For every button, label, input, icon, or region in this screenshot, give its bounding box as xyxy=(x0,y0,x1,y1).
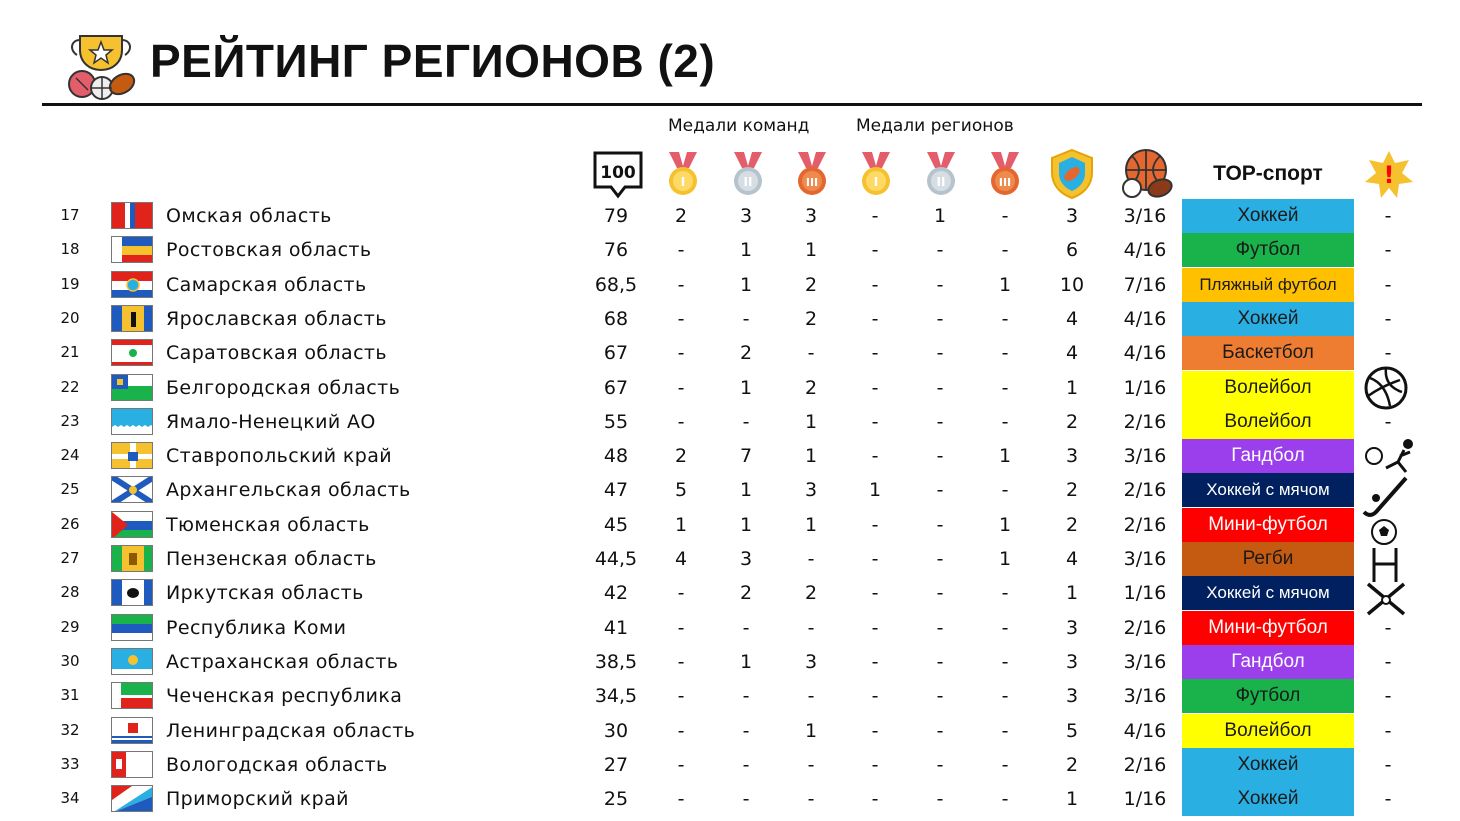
region-gold-cell: - xyxy=(871,445,879,468)
top-sport-cell: Мини-футбол xyxy=(1182,508,1354,542)
region-silver-cell: - xyxy=(936,548,944,570)
rank-cell: 21 xyxy=(60,343,80,362)
sports-fraction-cell: 3/16 xyxy=(1123,445,1167,468)
region-flag-icon xyxy=(111,579,153,606)
alert-cell: - xyxy=(1384,753,1392,776)
region-gold-cell: - xyxy=(871,513,879,536)
top-sport-cell: Хоккей xyxy=(1182,748,1354,782)
top-sport-cell: Регби xyxy=(1182,542,1354,576)
team-gold-cell: - xyxy=(677,273,685,296)
region-gold-cell: - xyxy=(871,342,879,365)
table-row xyxy=(0,439,1460,473)
region-bronze-cell: 1 xyxy=(998,273,1012,296)
team-medals-group-label: Медали команд xyxy=(668,116,810,136)
page-header xyxy=(42,24,1422,106)
region-silver-cell: - xyxy=(936,650,944,673)
sports-fraction-cell: 2/16 xyxy=(1123,513,1167,536)
sports-count-cell: 1 xyxy=(1065,582,1079,605)
svg-text:II: II xyxy=(743,175,753,189)
team-bronze-cell: 1 xyxy=(804,719,818,742)
region-name: Иркутская область xyxy=(166,582,364,605)
gold-medal-icon xyxy=(665,150,701,198)
region-bronze-cell: - xyxy=(1001,307,1009,330)
team-silver-cell: - xyxy=(742,307,750,330)
region-silver-cell: - xyxy=(936,513,944,536)
team-bronze-cell: - xyxy=(807,548,815,570)
rank-cell: 33 xyxy=(60,754,80,773)
region-medals-group-label: Медали регионов xyxy=(856,116,1014,136)
team-silver-cell: 3 xyxy=(739,205,753,227)
bandy-stick-icon xyxy=(1364,478,1406,515)
team-silver-cell: 3 xyxy=(739,548,753,570)
team-gold-cell: - xyxy=(677,376,685,399)
team-bronze-cell: 2 xyxy=(804,582,818,605)
team-gold-cell: - xyxy=(677,753,685,776)
team-gold-cell: - xyxy=(677,582,685,605)
sports-count-cell: 10 xyxy=(1059,273,1085,296)
table-row xyxy=(0,576,1460,610)
team-bronze-cell: 2 xyxy=(804,273,818,296)
team-gold-cell: - xyxy=(677,307,685,330)
region-flag-icon xyxy=(111,511,153,538)
region-bronze-cell: 1 xyxy=(998,513,1012,536)
region-gold-cell: - xyxy=(871,273,879,296)
table-row xyxy=(0,782,1460,816)
team-gold-cell: - xyxy=(677,239,685,262)
region-flag-icon xyxy=(111,785,153,812)
score-cell: 41 xyxy=(603,616,629,639)
table-row xyxy=(0,199,1460,233)
region-name: Астраханская область xyxy=(166,650,399,673)
region-bronze-cell: - xyxy=(1001,376,1009,399)
region-gold-cell: - xyxy=(871,205,879,227)
points-badge-text: 100 xyxy=(600,163,636,183)
region-gold-cell: - xyxy=(871,616,879,639)
sports-fraction-cell: 1/16 xyxy=(1123,788,1167,811)
region-bronze-cell: - xyxy=(1001,479,1009,502)
top-sport-cell: Гандбол xyxy=(1182,645,1354,679)
team-silver-cell: - xyxy=(742,788,750,811)
team-silver-cell: 1 xyxy=(739,273,753,296)
region-silver-cell: - xyxy=(936,273,944,296)
svg-text:III: III xyxy=(805,176,819,189)
sports-fraction-cell: 1/16 xyxy=(1123,376,1167,399)
alert-cell: - xyxy=(1384,788,1392,811)
region-flag-icon xyxy=(111,442,153,469)
region-flag-icon xyxy=(111,614,153,641)
team-gold-cell: 5 xyxy=(674,479,688,502)
sports-count-cell: 2 xyxy=(1065,513,1079,536)
team-silver-cell: 1 xyxy=(739,239,753,262)
top-sport-cell: Хоккей xyxy=(1182,199,1354,233)
sports-count-cell: 3 xyxy=(1065,205,1079,227)
sports-count-cell: 2 xyxy=(1065,479,1079,502)
sports-fraction-cell: 3/16 xyxy=(1123,548,1167,570)
team-silver-cell: 1 xyxy=(739,650,753,673)
table-row xyxy=(0,542,1460,576)
sports-count-cell: 4 xyxy=(1065,548,1079,570)
svg-text:I: I xyxy=(680,175,686,189)
sports-count-cell: 4 xyxy=(1065,307,1079,330)
rank-cell: 27 xyxy=(60,549,80,567)
table-row xyxy=(0,748,1460,782)
team-gold-cell: - xyxy=(677,788,685,811)
team-gold-cell: - xyxy=(677,616,685,639)
team-silver-cell: 2 xyxy=(739,342,753,365)
team-silver-cell: 1 xyxy=(739,376,753,399)
sports-count-cell: 2 xyxy=(1065,753,1079,776)
sports-fraction-cell: 2/16 xyxy=(1123,479,1167,502)
volleyball-icon xyxy=(1366,368,1406,408)
team-gold-cell: 2 xyxy=(674,445,688,468)
team-bronze-cell: 1 xyxy=(804,445,818,468)
team-bronze-cell: 1 xyxy=(804,410,818,433)
sports-count-cell: 1 xyxy=(1065,788,1079,811)
score-cell: 76 xyxy=(603,239,629,262)
score-cell: 67 xyxy=(603,376,629,399)
rank-cell: 24 xyxy=(60,446,80,465)
sports-fraction-cell: 2/16 xyxy=(1123,753,1167,776)
team-silver-cell: 1 xyxy=(739,479,753,502)
region-gold-cell: - xyxy=(871,753,879,776)
top-sport-cell: Гандбол xyxy=(1182,439,1354,473)
alert-cell: - xyxy=(1384,410,1392,433)
region-silver-cell: - xyxy=(936,479,944,502)
team-bronze-cell: 2 xyxy=(804,307,818,330)
region-bronze-cell: 1 xyxy=(998,445,1012,468)
region-gold-cell: - xyxy=(871,582,879,605)
region-flag-icon xyxy=(111,648,153,675)
score-cell: 34,5 xyxy=(594,685,638,708)
region-gold-cell: - xyxy=(871,650,879,673)
region-name: Чеченская республика xyxy=(166,685,403,708)
team-gold-cell: 2 xyxy=(674,205,688,227)
region-flag-icon xyxy=(111,545,153,572)
region-bronze-cell: - xyxy=(1001,650,1009,673)
team-silver-cell: 7 xyxy=(739,445,753,468)
sports-fraction-cell: 4/16 xyxy=(1123,342,1167,365)
region-name: Тюменская область xyxy=(166,513,370,536)
team-bronze-cell: - xyxy=(807,753,815,776)
score-cell: 25 xyxy=(603,788,629,811)
region-gold-cell: - xyxy=(871,307,879,330)
region-flag-icon xyxy=(111,339,153,366)
region-gold-medal-icon xyxy=(858,150,894,198)
table-row xyxy=(0,302,1460,336)
region-silver-cell: - xyxy=(936,376,944,399)
region-bronze-cell: - xyxy=(1001,410,1009,433)
alert-star-icon xyxy=(1364,150,1414,200)
rank-cell: 23 xyxy=(60,411,80,430)
rank-cell: 32 xyxy=(60,720,80,739)
rank-cell: 28 xyxy=(60,583,80,602)
team-bronze-cell: - xyxy=(807,616,815,639)
trophy-sports-icon xyxy=(66,28,136,100)
region-silver-cell: - xyxy=(936,719,944,742)
region-name: Белгородская область xyxy=(166,376,401,399)
team-silver-cell: - xyxy=(742,685,750,708)
top-sport-cell: Мини-футбол xyxy=(1182,611,1354,645)
team-bronze-cell: 2 xyxy=(804,376,818,399)
team-silver-cell: - xyxy=(742,616,750,639)
region-gold-cell: - xyxy=(871,719,879,742)
region-silver-cell: - xyxy=(936,685,944,708)
sports-fraction-cell: 4/16 xyxy=(1123,307,1167,330)
alert-cell: - xyxy=(1384,342,1392,365)
sports-count-cell: 3 xyxy=(1065,685,1079,708)
table-row xyxy=(0,611,1460,645)
region-name: Архангельская область xyxy=(166,479,411,502)
sports-fraction-cell: 2/16 xyxy=(1123,410,1167,433)
region-name: Пензенская область xyxy=(166,548,377,570)
region-flag-icon xyxy=(111,682,153,709)
region-name: Вологодская область xyxy=(166,753,388,776)
region-flag-icon xyxy=(111,751,153,778)
rank-cell: 19 xyxy=(60,274,80,293)
region-silver-cell: 1 xyxy=(933,205,947,227)
top-sport-cell: Пляжный футбол xyxy=(1182,268,1354,302)
region-bronze-cell: - xyxy=(1001,616,1009,639)
region-gold-cell: - xyxy=(871,788,879,811)
top-sport-cell: Баскетбол xyxy=(1182,336,1354,370)
region-flag-icon xyxy=(111,476,153,503)
sports-fraction-cell: 7/16 xyxy=(1123,273,1167,296)
sports-fraction-cell: 3/16 xyxy=(1123,685,1167,708)
score-cell: 45 xyxy=(603,513,629,536)
score-cell: 30 xyxy=(603,719,629,742)
alert-cell: - xyxy=(1384,685,1392,708)
region-name: Самарская область xyxy=(166,273,367,296)
top-sport-cell: Хоккей с мячом xyxy=(1182,473,1354,507)
table-row xyxy=(0,405,1460,439)
alert-cell: - xyxy=(1384,273,1392,296)
team-bronze-cell: 1 xyxy=(804,239,818,262)
score-cell: 79 xyxy=(603,205,629,227)
svg-text:I: I xyxy=(873,175,879,189)
silver-medal-icon xyxy=(730,150,766,198)
rank-cell: 17 xyxy=(60,206,80,224)
region-silver-medal-icon xyxy=(923,150,959,198)
team-bronze-cell: - xyxy=(807,342,815,365)
region-bronze-cell: - xyxy=(1001,342,1009,365)
region-gold-cell: - xyxy=(871,376,879,399)
sports-fraction-cell: 2/16 xyxy=(1123,616,1167,639)
region-name: Саратовская область xyxy=(166,342,387,365)
score-cell: 38,5 xyxy=(594,650,638,673)
region-flag-icon xyxy=(111,202,153,229)
region-bronze-cell: - xyxy=(1001,582,1009,605)
region-bronze-medal-icon xyxy=(987,150,1023,198)
region-bronze-cell: - xyxy=(1001,753,1009,776)
team-bronze-cell: - xyxy=(807,685,815,708)
score-cell: 68 xyxy=(603,307,629,330)
top-sport-cell: Хоккей с мячом xyxy=(1182,576,1354,610)
region-name: Республика Коми xyxy=(166,616,347,639)
region-flag-icon xyxy=(111,271,153,298)
top-sport-cell: Хоккей xyxy=(1182,302,1354,336)
region-name: Ямало-Ненецкий АО xyxy=(166,410,376,433)
top-sport-cell: Волейбол xyxy=(1182,714,1354,748)
table-row xyxy=(0,714,1460,748)
alert-cell: - xyxy=(1384,205,1392,227)
crossed-sticks-icon xyxy=(1368,584,1404,614)
region-bronze-cell: - xyxy=(1001,788,1009,811)
team-gold-cell: - xyxy=(677,719,685,742)
region-name: Ярославская область xyxy=(166,307,387,330)
shield-icon xyxy=(1048,148,1096,200)
region-bronze-cell: - xyxy=(1001,239,1009,262)
score-cell: 44,5 xyxy=(594,548,638,570)
region-gold-cell: - xyxy=(871,685,879,708)
rank-cell: 34 xyxy=(60,789,80,808)
sport-icons-cluster xyxy=(1356,360,1426,620)
table-row xyxy=(0,268,1460,302)
team-bronze-cell: 3 xyxy=(804,479,818,502)
top-sport-cell: Хоккей xyxy=(1182,782,1354,816)
rank-cell: 18 xyxy=(60,240,80,259)
table-row xyxy=(0,679,1460,713)
bronze-medal-icon xyxy=(794,150,830,198)
team-bronze-cell: 1 xyxy=(804,513,818,536)
rank-cell: 31 xyxy=(60,686,80,705)
top-sport-cell: Футбол xyxy=(1182,233,1354,267)
region-silver-cell: - xyxy=(936,616,944,639)
region-bronze-cell: 1 xyxy=(998,548,1012,570)
rugby-goal-icon xyxy=(1374,548,1396,582)
table-row xyxy=(0,371,1460,405)
team-silver-cell: 2 xyxy=(739,582,753,605)
region-gold-cell: - xyxy=(871,548,879,570)
team-gold-cell: - xyxy=(677,342,685,365)
team-gold-cell: - xyxy=(677,685,685,708)
sports-count-cell: 6 xyxy=(1065,239,1079,262)
region-gold-cell: - xyxy=(871,239,879,262)
score-cell: 68,5 xyxy=(594,273,638,296)
region-silver-cell: - xyxy=(936,342,944,365)
sport-balls-icon xyxy=(1120,148,1174,200)
region-silver-cell: - xyxy=(936,582,944,605)
rank-cell: 30 xyxy=(60,651,80,670)
team-gold-cell: - xyxy=(677,650,685,673)
team-bronze-cell: 3 xyxy=(804,650,818,673)
score-cell: 42 xyxy=(603,582,629,605)
region-bronze-cell: - xyxy=(1001,719,1009,742)
table-row xyxy=(0,233,1460,267)
team-silver-cell: - xyxy=(742,410,750,433)
region-silver-cell: - xyxy=(936,788,944,811)
score-cell: 55 xyxy=(603,410,629,433)
sports-count-cell: 3 xyxy=(1065,445,1079,468)
table-row xyxy=(0,473,1460,507)
alert-cell: - xyxy=(1384,307,1392,330)
rank-cell: 26 xyxy=(60,514,80,533)
region-flag-icon xyxy=(111,717,153,744)
points-badge-icon xyxy=(592,150,644,200)
region-flag-icon xyxy=(111,374,153,401)
region-gold-cell: - xyxy=(871,410,879,433)
svg-text:III: III xyxy=(998,176,1012,189)
region-name: Ставропольский край xyxy=(166,445,393,468)
region-name: Омская область xyxy=(166,205,332,227)
top-sport-cell: Футбол xyxy=(1182,679,1354,713)
region-gold-cell: 1 xyxy=(868,479,882,502)
table-row xyxy=(0,508,1460,542)
sports-fraction-cell: 1/16 xyxy=(1123,582,1167,605)
sports-fraction-cell: 4/16 xyxy=(1123,239,1167,262)
region-silver-cell: - xyxy=(936,307,944,330)
region-flag-icon xyxy=(111,305,153,332)
region-silver-cell: - xyxy=(936,445,944,468)
region-silver-cell: - xyxy=(936,753,944,776)
team-gold-cell: - xyxy=(677,410,685,433)
alert-cell: - xyxy=(1384,239,1392,262)
region-name: Ростовская область xyxy=(166,239,372,262)
team-gold-cell: 1 xyxy=(674,513,688,536)
team-silver-cell: - xyxy=(742,719,750,742)
top-sport-cell: Волейбол xyxy=(1182,371,1354,405)
alert-cell: - xyxy=(1384,616,1392,639)
rank-cell: 25 xyxy=(60,480,80,499)
team-bronze-cell: 3 xyxy=(804,205,818,227)
score-cell: 47 xyxy=(603,479,629,502)
rank-cell: 29 xyxy=(60,617,80,636)
page-title: РЕЙТИНГ РЕГИОНОВ (2) xyxy=(150,35,716,87)
region-silver-cell: - xyxy=(936,410,944,433)
sports-fraction-cell: 4/16 xyxy=(1123,719,1167,742)
sports-count-cell: 5 xyxy=(1065,719,1079,742)
handball-player-icon xyxy=(1366,439,1413,472)
score-cell: 48 xyxy=(603,445,629,468)
sports-fraction-cell: 3/16 xyxy=(1123,650,1167,673)
top-sport-header: ТОР-спорт xyxy=(1213,162,1323,185)
region-silver-cell: - xyxy=(936,239,944,262)
sports-count-cell: 4 xyxy=(1065,342,1079,365)
team-bronze-cell: - xyxy=(807,788,815,811)
alert-cell: - xyxy=(1384,650,1392,673)
region-flag-icon xyxy=(111,408,153,435)
sports-count-cell: 3 xyxy=(1065,650,1079,673)
score-cell: 67 xyxy=(603,342,629,365)
sports-count-cell: 2 xyxy=(1065,410,1079,433)
team-silver-cell: 1 xyxy=(739,513,753,536)
score-cell: 27 xyxy=(603,753,629,776)
svg-text:II: II xyxy=(936,175,946,189)
table-row xyxy=(0,645,1460,679)
team-gold-cell: 4 xyxy=(674,548,688,570)
region-bronze-cell: - xyxy=(1001,685,1009,708)
region-bronze-cell: - xyxy=(1001,205,1009,227)
sports-count-cell: 1 xyxy=(1065,376,1079,399)
soccer-ball-icon xyxy=(1372,520,1396,544)
table-row xyxy=(0,336,1460,370)
sports-count-cell: 3 xyxy=(1065,616,1079,639)
top-sport-cell: Волейбол xyxy=(1182,405,1354,439)
alert-star-text: ! xyxy=(1383,161,1395,189)
team-silver-cell: - xyxy=(742,753,750,776)
region-flag-icon xyxy=(111,236,153,263)
rank-cell: 20 xyxy=(60,308,80,327)
sports-fraction-cell: 3/16 xyxy=(1123,205,1167,227)
rank-cell: 22 xyxy=(60,377,80,396)
alert-cell: - xyxy=(1384,719,1392,742)
region-name: Приморский край xyxy=(166,788,349,811)
region-name: Ленинградская область xyxy=(166,719,416,742)
